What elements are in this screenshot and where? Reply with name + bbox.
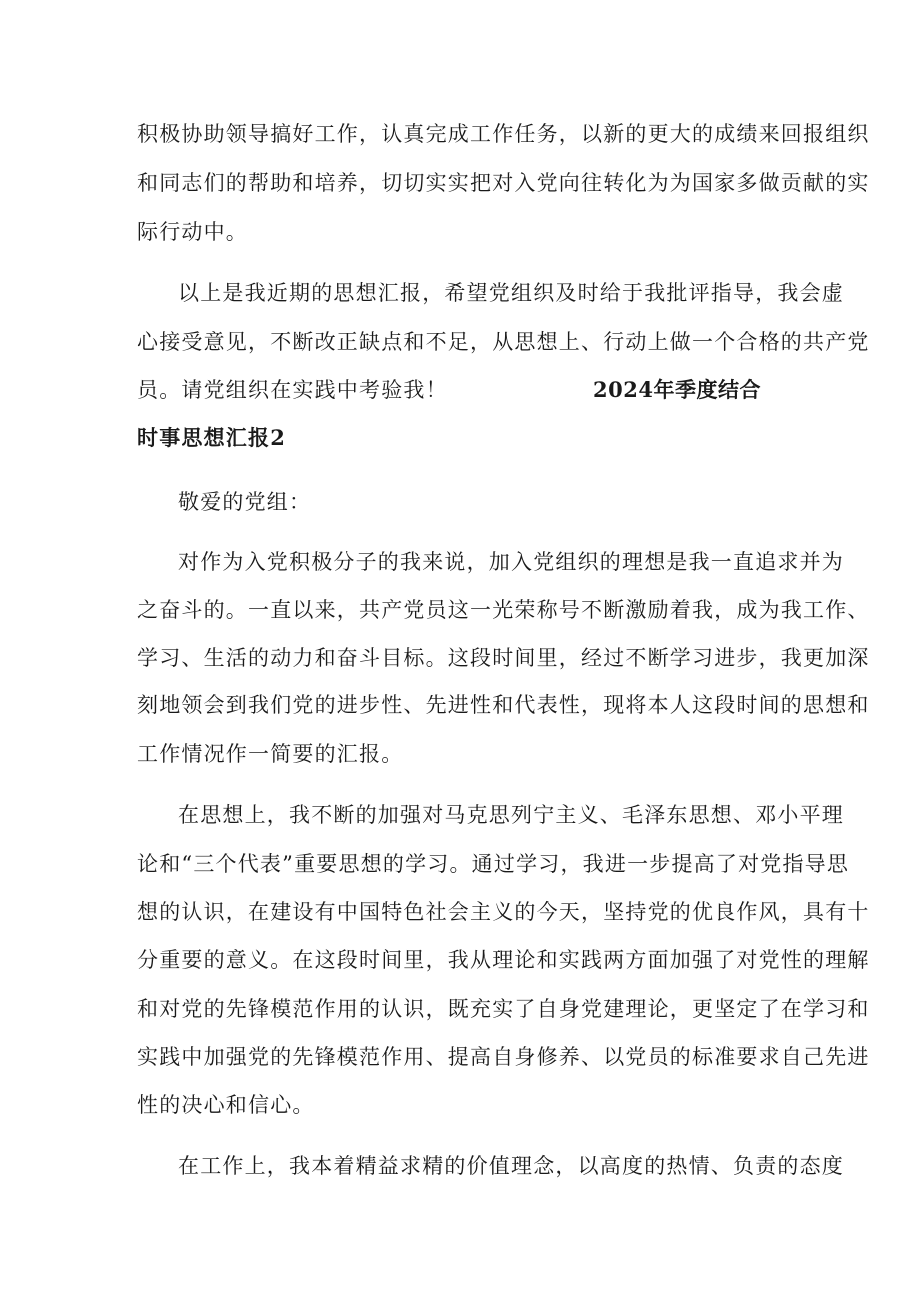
paragraph-line: 和同志们的帮助和培养，切切实实把对入党向往转化为为国家多做贡献的实 <box>137 171 870 195</box>
section-title-start: 2024年季度结合 <box>593 377 761 402</box>
paragraph-line: 学习、生活的动力和奋斗目标。这段时间里，经过不断学习进步，我更加深 <box>137 646 870 670</box>
paragraph-line: 想的认识，在建设有中国特色社会主义的今天，坚持党的优良作风，具有十 <box>137 900 870 924</box>
paragraph-line: 对作为入党积极分子的我来说，加入党组织的理想是我一直追求并为 <box>178 550 844 574</box>
paragraph-line: 以上是我近期的思想汇报，希望党组织及时给于我批评指导，我会虚 <box>178 281 844 305</box>
paragraph-line: 和对党的先锋模范作用的认识，既充实了自身党建理论，更坚定了在学习和 <box>137 997 870 1021</box>
paragraph-line: 在工作上，我本着精益求精的价值理念，以高度的热情、负责的态度 <box>178 1154 844 1178</box>
paragraph-line: 论和“三个代表”重要思想的学习。通过学习，我进一步提高了对党指导思 <box>137 852 850 876</box>
section-title-end: 时事思想汇报2 <box>137 425 287 450</box>
paragraph-line: 分重要的意义。在这段时间里，我从理论和实践两方面加强了对党性的理解 <box>137 948 870 972</box>
paragraph-line: 实践中加强党的先锋模范作用、提高自身修养、以党员的标准要求自己先进 <box>137 1045 870 1069</box>
paragraph-line: 积极协助领导搞好工作，认真完成工作任务，以新的更大的成绩来回报组织 <box>137 122 870 146</box>
paragraph-line: 工作情况作一简要的汇报。 <box>137 742 404 766</box>
paragraph-line: 之奋斗的。一直以来，共产党员这一光荣称号不断激励着我，成为我工作、 <box>137 598 870 622</box>
paragraph-line: 际行动中。 <box>137 220 248 244</box>
paragraph-line: 心接受意见，不断改正缺点和不足，从思想上、行动上做一个合格的共产党 <box>137 330 870 354</box>
paragraph-line: 员。请党组织在实践中考验我！ <box>137 378 448 402</box>
salutation: 敬爱的党组： <box>178 490 312 514</box>
paragraph-line: 刻地领会到我们党的进步性、先进性和代表性，现将本人这段时间的思想和 <box>137 693 870 717</box>
paragraph-line: 性的决心和信心。 <box>137 1093 315 1117</box>
paragraph-line: 在思想上，我不断的加强对马克思列宁主义、毛泽东思想、邓小平理 <box>178 803 844 827</box>
